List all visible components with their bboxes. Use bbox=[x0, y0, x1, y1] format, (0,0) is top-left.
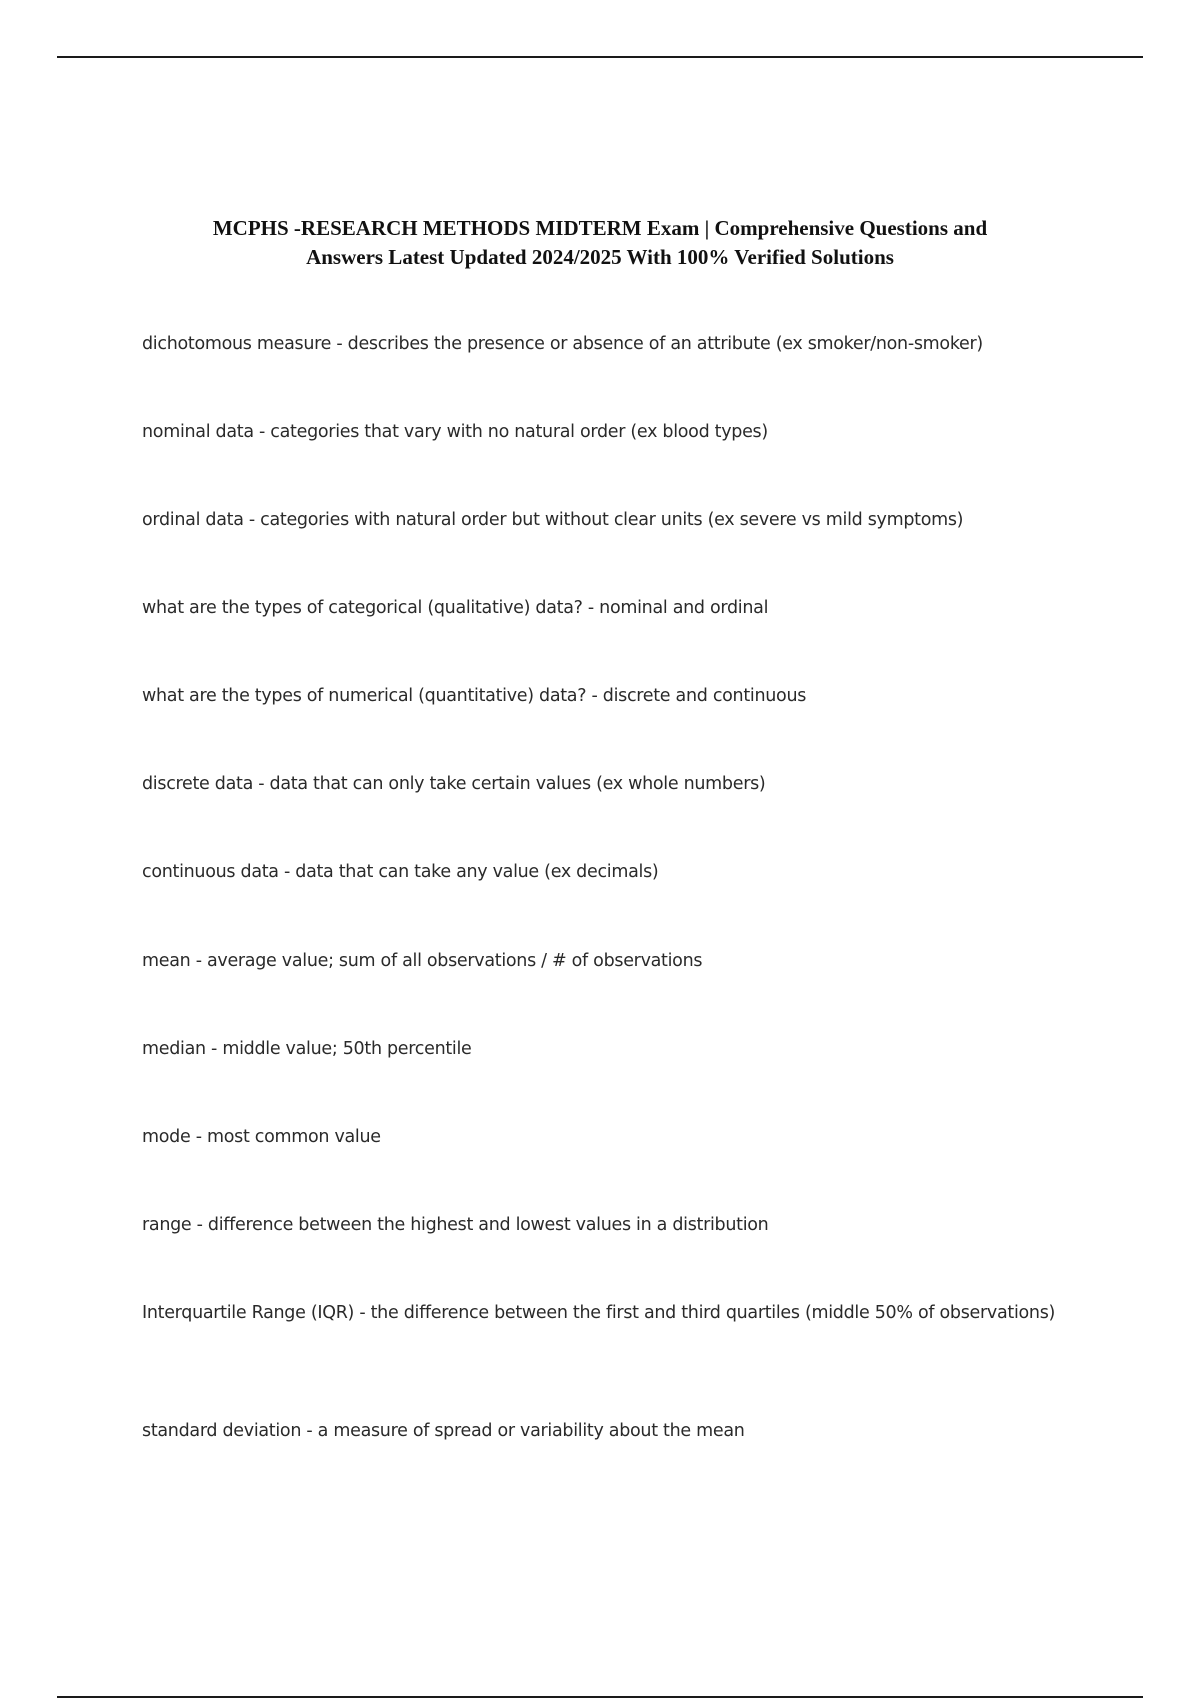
qa-entry-nominal: nominal data - categories that vary with no natural order (ex blood types) bbox=[142, 422, 768, 442]
qa-entry-dichotomous: dichotomous measure - describes the presence or absence of an attribute (ex smoker/non-smoker) bbox=[142, 334, 983, 354]
top-rule bbox=[57, 56, 1143, 58]
qa-entry-iqr: Interquartile Range (IQR) - the difference between the first and third quartiles (middle 50% of observations) bbox=[142, 1303, 1056, 1323]
qa-entry-mode: mode - most common value bbox=[142, 1127, 381, 1147]
qa-entry-range: range - difference between the highest and lowest values in a distribution bbox=[142, 1215, 769, 1235]
document-title bbox=[130, 214, 1070, 272]
qa-entry-numerical-types: what are the types of numerical (quantitative) data? - discrete and continuous bbox=[142, 686, 807, 706]
qa-entry-median: median - middle value; 50th percentile bbox=[142, 1039, 472, 1059]
title-line-2: Answers Latest Updated 2024/2025 With 100% Verified Solutions bbox=[306, 245, 894, 269]
qa-entry-standard-deviation: standard deviation - a measure of spread or variability about the mean bbox=[142, 1421, 745, 1441]
qa-entry-ordinal: ordinal data - categories with natural order but without clear units (ex severe vs mild symptoms) bbox=[142, 510, 964, 530]
qa-entry-discrete: discrete data - data that can only take certain values (ex whole numbers) bbox=[142, 774, 766, 794]
qa-entry-mean: mean - average value; sum of all observations / # of observations bbox=[142, 951, 703, 971]
title-line-1: MCPHS -RESEARCH METHODS MIDTERM Exam | Comprehensive Questions and bbox=[212, 216, 988, 240]
bottom-rule bbox=[57, 1696, 1143, 1698]
qa-entry-categorical-types: what are the types of categorical (qualitative) data? - nominal and ordinal bbox=[142, 598, 769, 618]
qa-entry-continuous: continuous data - data that can take any value (ex decimals) bbox=[142, 862, 659, 882]
